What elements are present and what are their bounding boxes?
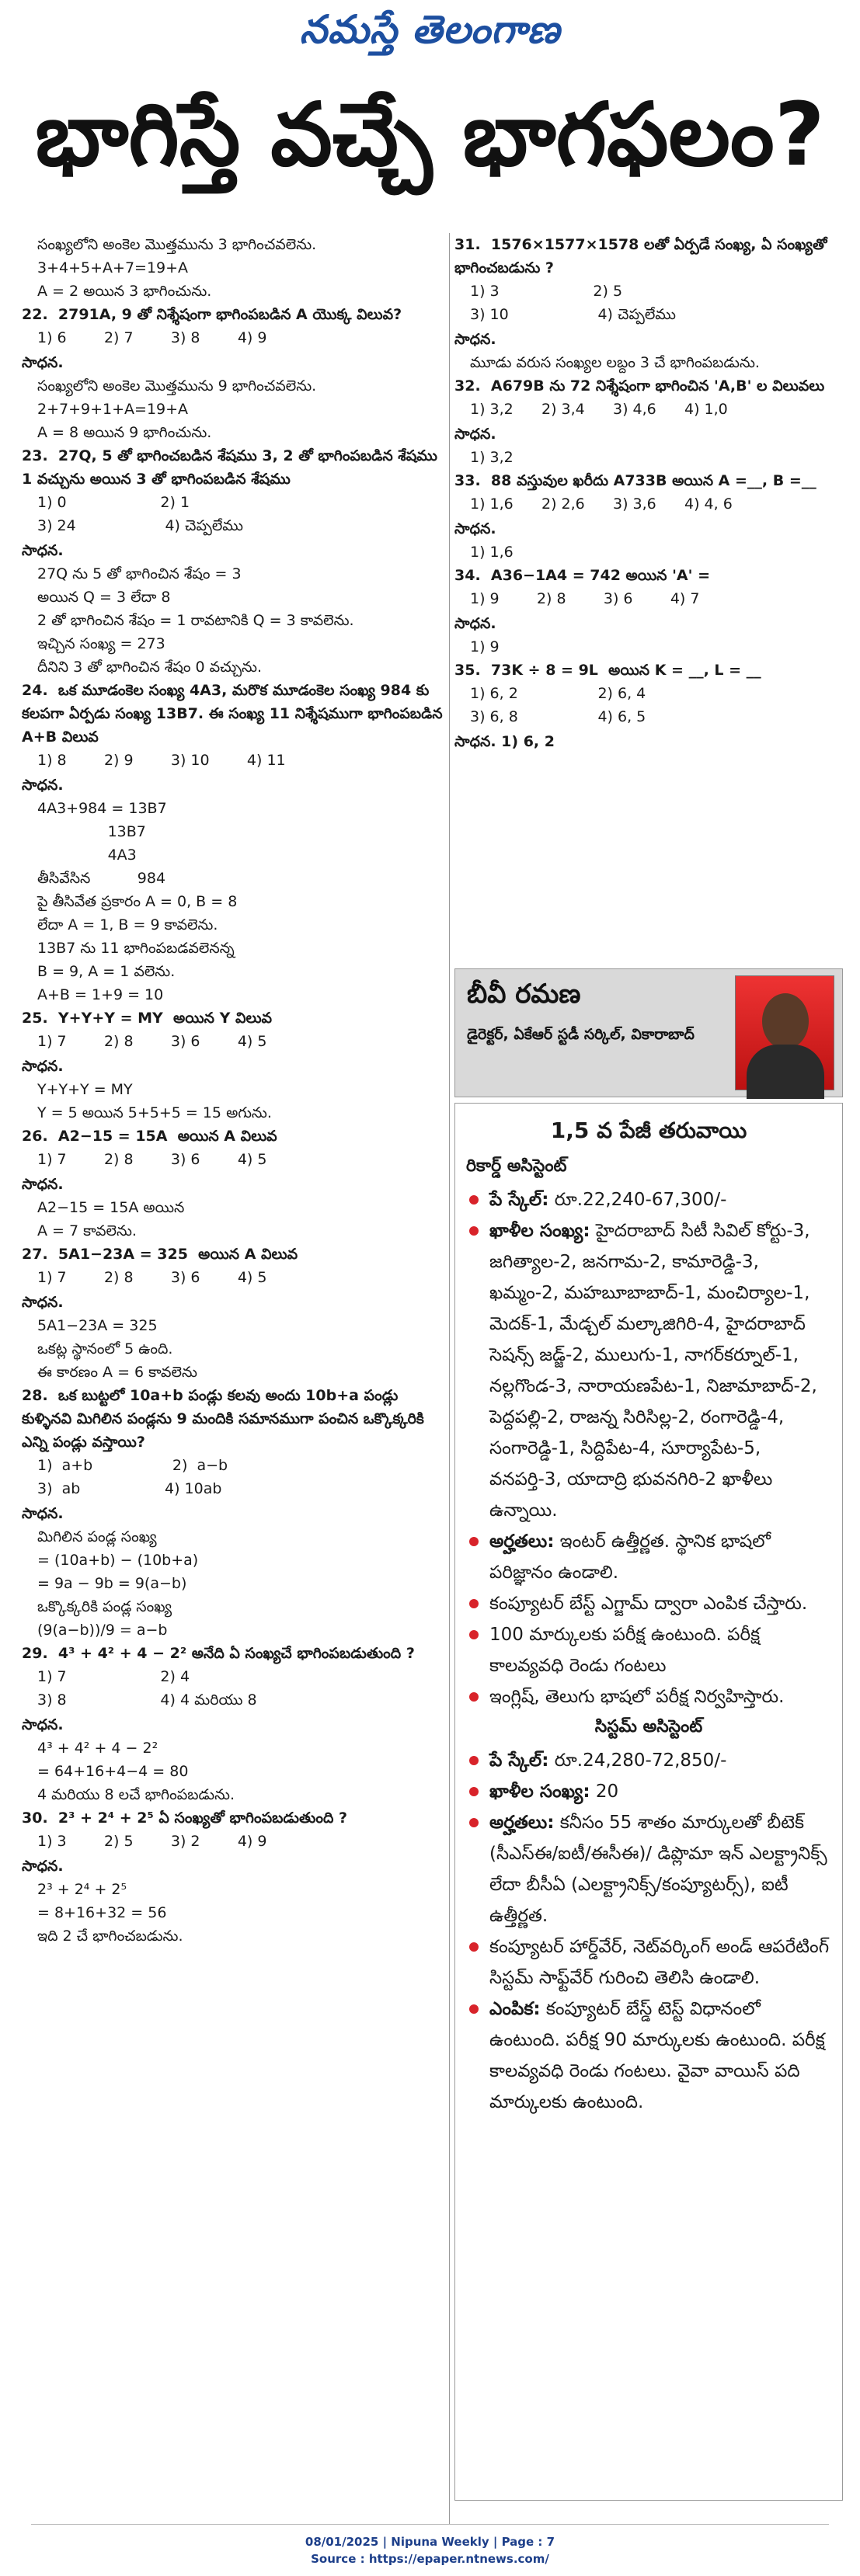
text-line: అయిన Q = 3 లేదా 8 (37, 589, 171, 606)
bullet-value: ఇంటర్ ఉత్తీర్ణత. స్థానిక భాషలో పరిజ్ఞానం ఉండాలి. (489, 1531, 771, 1583)
bullet-value: ఇంగ్లిష్, తెలుగు భాషలో పరీక్ష నిర్వహిస్తారు. (489, 1687, 785, 1707)
solution-label: సాధన. (454, 331, 496, 348)
headline (0, 68, 860, 224)
bullet-key: అర్హతలు: (489, 1531, 555, 1552)
bullet-item (466, 1776, 831, 1807)
text-line: 5A1−23A = 325 (37, 1317, 158, 1334)
question-line: 29. 4³ + 4² + 4 − 2² అనేది ఏ సంఖ్యచే భాగింపబడుతుంది ? (22, 1645, 415, 1662)
text-line: 1) 0 2) 1 (37, 494, 190, 511)
section-record-assistant: రికార్డ్ అసిస్టెంట్ (466, 1156, 567, 1176)
text-line: = 8+16+32 = 56 (37, 1904, 167, 1921)
text-line: 4A3 (37, 846, 137, 864)
author-name: బీవీ రమణ (467, 979, 581, 1010)
author-role: డైరెక్టర్, ఏకేఆర్ స్టడీ సర్కిల్, వికారాబాద్ (467, 1026, 695, 1043)
question-line: 35. 73K ÷ 8 = 9L అయిన K = __, L = __ (454, 662, 761, 679)
text-line: దీనిని 3 తో భాగించిన శేషం 0 వచ్చును. (37, 659, 263, 676)
text-line: ఈ కారణం A = 6 కావలెను (37, 1364, 197, 1381)
text-line: 1) 8 2) 9 3) 10 4) 11 (37, 752, 286, 769)
solution-label: సాధన. (454, 520, 496, 537)
text-line: మిగిలిన పండ్ల సంఖ్య (37, 1528, 157, 1545)
bullet-value: కంప్యూటర్ బేస్ట్ ఎగ్జామ్ ద్వారా ఎంపిక చేస్తారు. (489, 1594, 808, 1614)
bullet-value: రూ.22,240-67,300/- (548, 1190, 727, 1210)
question-line: 23. 27Q, 5 తో భాగించబడిన శేషము 3, 2 తో భాగింపబడిన శేషము 1 వచ్చును అయిన 3 తో భాగింపబడిన శేషము (22, 447, 443, 488)
box-title: 1,5 వ పేజీ తరువాయి (550, 1118, 747, 1143)
bullet-value: కంప్యూటర్ హార్డ్‌వేర్, నెట్‌వర్కింగ్ అండ్ ఆపరేటింగ్ సిస్టమ్ సాఫ్ట్‌వేర్ గురించి తెలిసి ఉండాలి. (489, 1937, 830, 1988)
solution-label: సాధన. (22, 1716, 64, 1733)
text-line: 27Q ను 5 తో భాగించిన శేషం = 3 (37, 565, 242, 582)
bullet-key: ఖాళీల సంఖ్య: (489, 1221, 590, 1241)
text-line: 2³ + 2⁴ + 2⁵ (37, 1881, 127, 1898)
bullet-item (466, 1619, 831, 1681)
masthead-title: నమస్తే తెలంగాణ (299, 6, 561, 52)
text-line: B = 9, A = 1 వలెను. (37, 963, 176, 980)
text-line: 1) 1,6 (470, 544, 514, 561)
solution-label: సాధన. (22, 1294, 64, 1311)
text-line: (9(a−b))/9 = a−b (37, 1622, 168, 1639)
text-line: A+B = 1+9 = 10 (37, 986, 164, 1003)
masthead (0, 0, 860, 68)
text-line: ఇది 2 చే భాగించబడును. (37, 1928, 183, 1945)
author-photo (735, 975, 834, 1090)
text-line: Y+Y+Y = MY (37, 1081, 133, 1098)
text-line: లేదా A = 1, B = 9 కావలెను. (37, 916, 218, 933)
text-line: = 64+16+4−4 = 80 (37, 1763, 189, 1780)
text-line: 4³ + 4² + 4 − 2² (37, 1740, 158, 1757)
text-line: ఒక్కొక్కరికి పండ్ల సంఖ్య (37, 1598, 172, 1615)
left-column (22, 233, 448, 2524)
bullet-value: హైదరాబాద్ సిటీ సివిల్ కోర్టు-3, జగిత్యాల-2, జనగామ-2, కామారెడ్డి-3, ఖమ్మం-2, మహబూబాబాద్-1, మంచిర్యాల-1, మెదక్-1, మేడ్చల్ మల్కాజిగిరి-4, హైదరాబాద్ సెషన్స్ జడ్జ్-2, ములుగు-1, నాగర్‌కర్నూల్-1, నల్లగొండ-3, నారాయణపేట-1, నిజామాబాద్-2, పెద్దపల్లి-2, రాజన్న సిరిసిల్ల-2, రంగారెడ్డి-4, సంగారెడ్డి-1, సిద్దిపేట-4, సూర్యాపేట-5, వనపర్తి-3, యాదాద్రి భువనగిరి-2 ఖాళీలు ఉన్నాయి. (489, 1221, 817, 1521)
text-line: మూడు వరుస సంఖ్యల లబ్దం 3 చే భాగింపబడును. (470, 354, 760, 371)
text-line: 3) ab 4) 10ab (37, 1480, 222, 1497)
text-line: 1) 9 2) 8 3) 6 4) 7 (470, 590, 700, 607)
solution-label: సాధన. (454, 426, 496, 443)
text-line: 1) 6, 2 2) 6, 4 (470, 685, 646, 702)
bullet-item (466, 1931, 831, 1994)
bullet-value: 100 మార్కులకు పరీక్ష ఉంటుంది. పరీక్ష కాలవ్యవధి రెండు గంటలు (489, 1625, 761, 1676)
text-line: ఇచ్చిన సంఖ్య = 273 (37, 635, 165, 652)
bullet-key: పే స్కేల్: (489, 1190, 549, 1210)
author-card (454, 968, 843, 1097)
text-line: పై తీసివేత ప్రకారం A = 0, B = 8 (37, 893, 238, 910)
bullet-key: పే స్కేల్: (489, 1750, 549, 1771)
text-line: 1) 6 2) 7 3) 8 4) 9 (37, 329, 267, 346)
bullet-value: రూ.24,280-72,850/- (548, 1750, 727, 1771)
text-line: సంఖ్యలోని అంకెల మొత్తమును 9 భాగించవలెను. (37, 377, 317, 395)
solution-label: సాధన. (22, 1505, 64, 1522)
text-line: 1) 3 2) 5 (470, 283, 623, 300)
system-assistant-list (466, 1745, 831, 2118)
bullet-key: ఖాళీల సంఖ్య: (489, 1782, 590, 1802)
recruitment-box (454, 1103, 843, 2501)
question-line: 28. ఒక బుట్టలో 10a+b పండ్లు కలవు అందు 10b+a పండ్లు కుళ్ళినవి మిగిలిన పండ్లను 9 మందికి సమానముగా పంచిన ఒక్కొక్కరికి ఎన్ని పండ్లు వస్తాయి? (22, 1387, 430, 1451)
bullet-value: కనీసం 55 శాతం మార్కులతో బీటెక్ (సీఎస్ఈ/ఐటీ/ఈసీఈ)/ డిప్లొమా ఇన్ ఎలక్ట్రానిక్స్ లేదా బీసీఏ (ఎలక్ట్రానిక్స్/కంప్యూటర్స్), ఐటీ ఉత్తీర్ణత. (489, 1813, 827, 1926)
text-line: 1) a+b 2) a−b (37, 1457, 228, 1474)
question-line: 33. 88 వస్తువుల ఖరీదు A733B అయిన A =__, B =__ (454, 472, 816, 489)
text-line: 1) 3 2) 5 3) 2 4) 9 (37, 1833, 267, 1850)
text-line: = (10a+b) − (10b+a) (37, 1552, 199, 1569)
question-line: 25. Y+Y+Y = MY అయిన Y విలువ (22, 1010, 273, 1027)
bullet-key: ఎంపిక: (489, 1999, 541, 2019)
record-assistant-list (466, 1184, 831, 1712)
footer-source-line: Source : https://epaper.ntnews.com/ (311, 2552, 549, 2566)
bullet-value: కంప్యూటర్ బేస్డ్ టెస్ట్ విధానంలో ఉంటుంది. పరీక్ష 90 మార్కులకు ఉంటుంది. పరీక్ష కాలవ్యవధి రెండు గంటలు. వైవా వాయిస్ పది మార్కులకు ఉంటుంది. (489, 1999, 825, 2112)
bullet-item (466, 1215, 831, 1526)
solution-label: సాధన. (454, 615, 496, 632)
text-line: 3) 24 4) చెప్పలేము (37, 517, 243, 534)
solution-label: సాధన. 1) 6, 2 (454, 733, 555, 750)
text-line: 1) 9 (470, 638, 500, 655)
text-line: 3) 6, 8 4) 6, 5 (470, 708, 646, 725)
text-line: = 9a − 9b = 9(a−b) (37, 1575, 187, 1592)
text-line: 4 మరియు 8 లచే భాగింపబడును. (37, 1786, 235, 1803)
bullet-item (466, 1588, 831, 1619)
text-line: 1) 7 2) 8 3) 6 4) 5 (37, 1269, 267, 1286)
bullet-value: 20 (590, 1782, 619, 1802)
column-divider (449, 233, 450, 2524)
footer (0, 2533, 860, 2567)
text-line: Y = 5 అయిన 5+5+5 = 15 అగును. (37, 1104, 272, 1121)
text-line: A = 2 అయిన 3 భాగించును. (37, 283, 212, 300)
footer-rule (31, 2524, 829, 2525)
text-line: 2 తో భాగించిన శేషం = 1 రావటానికి Q = 3 కావలెను. (37, 612, 354, 629)
question-line: 26. A2−15 = 15A అయిన A విలువ (22, 1128, 277, 1145)
text-line: 4A3+984 = 13B7 (37, 800, 167, 817)
text-line: 1) 3,2 (470, 449, 514, 466)
text-line: 3) 8 4) 4 మరియు 8 (37, 1691, 257, 1709)
question-line: 24. ఒక మూడంకెల సంఖ్య 4A3, మరొక మూడంకెల సంఖ్య 984 కు కలపగా ఏర్పడు సంఖ్య 13B7. ఈ సంఖ్య 11 నిశ్శేషముగా భాగింపబడిన A+B విలువ (22, 682, 448, 746)
bullet-key: అర్హతలు: (489, 1813, 555, 1833)
bullet-item (466, 1526, 831, 1588)
solution-label: సాధన. (22, 354, 64, 371)
solution-label: సాధన. (22, 1176, 64, 1193)
text-line: 3) 10 4) చెప్పలేము (470, 306, 676, 323)
question-line: 30. 2³ + 2⁴ + 2⁵ ఏ సంఖ్యతో భాగింపబడుతుంది ? (22, 1809, 348, 1827)
bullet-item (466, 1994, 831, 2118)
headline-text: భాగిస్తే వచ్చే భాగఫలం? (35, 85, 825, 186)
text-line: ఒకట్ల స్థానంలో 5 ఉంది. (37, 1340, 173, 1358)
question-line: 31. 1576×1577×1578 లతో ఏర్పడే సంఖ్య, ఏ సంఖ్యతో భాగించబడును ? (454, 236, 833, 276)
text-line: A2−15 = 15A అయిన (37, 1199, 185, 1216)
question-line: 22. 2791A, 9 తో నిశ్శేషంగా భాగింపబడిన A యొక్క విలువ? (22, 306, 402, 323)
bullet-item (466, 1745, 831, 1776)
text-line: 1) 1,6 2) 2,6 3) 3,6 4) 4, 6 (470, 495, 733, 513)
text-line: సంఖ్యలోని అంకెల మొత్తమును 3 భాగించవలెను. (37, 236, 317, 253)
question-line: 27. 5A1−23A = 325 అయిన A విలువ (22, 1246, 298, 1263)
bullet-item (466, 1681, 831, 1712)
section-system-assistant: సిస్టమ్ అసిస్టెంట్ (594, 1717, 703, 1736)
text-line: 13B7 (37, 823, 146, 840)
solution-label: సాధన. (22, 1058, 64, 1075)
text-line: 1) 3,2 2) 3,4 3) 4,6 4) 1,0 (470, 401, 728, 418)
bullet-item (466, 1807, 831, 1931)
text-line: 1) 7 2) 8 3) 6 4) 5 (37, 1033, 267, 1050)
text-line: తీసివేసిన 984 (37, 870, 166, 887)
text-line: 13B7 ను 11 భాగింపబడవలెనన్న (37, 940, 235, 957)
solution-label: సాధన. (22, 777, 64, 794)
question-line: 32. A679B ను 72 నిశ్శేషంగా భాగించిన 'A,B' ల విలువలు (454, 377, 825, 395)
footer-date-line: 08/01/2025 | Nipuna Weekly | Page : 7 (305, 2535, 555, 2549)
text-line: 3+4+5+A+7=19+A (37, 259, 189, 276)
bullet-item (466, 1184, 831, 1215)
question-line: 34. A36−1A4 = 742 అయిన 'A' = (454, 567, 710, 584)
text-line: 2+7+9+1+A=19+A (37, 401, 189, 418)
solution-label: సాధన. (22, 1858, 64, 1875)
text-line: A = 7 కావలెను. (37, 1222, 137, 1239)
text-line: 1) 7 2) 4 (37, 1668, 190, 1685)
solution-label: సాధన. (22, 542, 64, 559)
text-line: A = 8 అయిన 9 భాగించును. (37, 424, 212, 441)
text-line: 1) 7 2) 8 3) 6 4) 5 (37, 1151, 267, 1168)
